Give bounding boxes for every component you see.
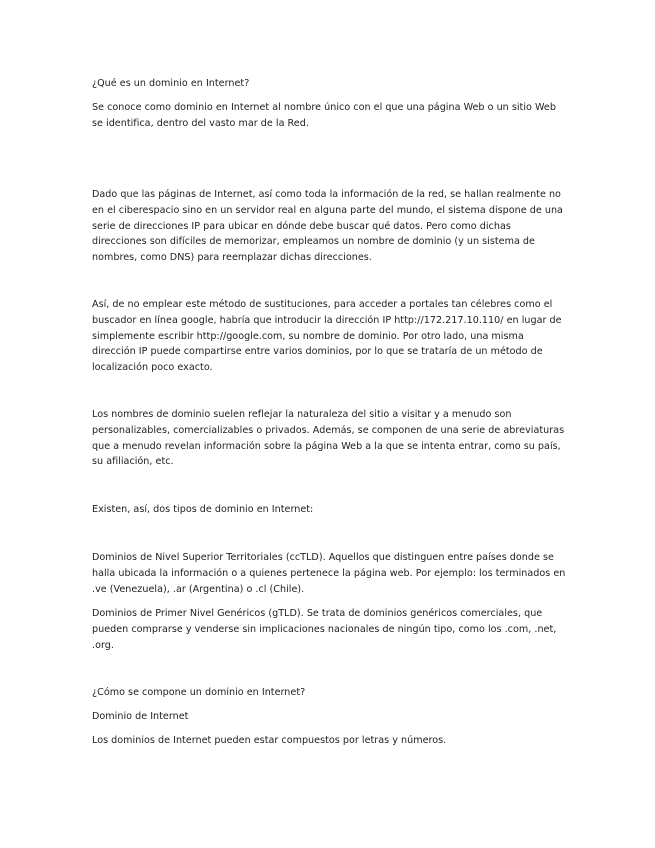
paragraph-letras-numeros: Los dominios de Internet pueden estar compuestos por letras y números.: [92, 735, 447, 746]
heading-dominio-de-internet: Dominio de Internet: [92, 711, 189, 722]
heading-como-se-compone: ¿Cómo se compone un dominio en Internet?: [92, 687, 306, 698]
paragraph-nombres-dominio: Los nombres de dominio suelen reflejar la naturaleza del sitio a visitar y a menudo son personalizables, comercializables o privados. Además, se componen de una serie de abreviaturas que a menudo revelan información sobre la página Web a la que se intenta entrar, como su país, su afiliación, etc.: [92, 409, 565, 468]
paragraph-direcciones-ip: Dado que las páginas de Internet, así como toda la información de la red, se hallan realmente no en el ciberespacio sino en un servidor real en alguna parte del mundo, el sistema dispone de una serie de direcciones IP para ubicar en dónde debe buscar qué datos. Pero como dichas direcciones son difíciles de memorizar, empleamos un nombre de dominio (y un sistema de nombres, como DNS) para reemplazar dichas direcciones.: [92, 189, 563, 264]
paragraph-tipos-dominio: Existen, así, dos tipos de dominio en Internet:: [92, 504, 314, 515]
heading-que-es-dominio: ¿Qué es un dominio en Internet?: [92, 78, 250, 89]
paragraph-metodo-sustitucion: Así, de no emplear este método de sustituciones, para acceder a portales tan célebres como el buscador en línea google, habría que introducir la dirección IP http://172.217.10.110/ en lugar de simplemente escribir http://google.com, su nombre de dominio. Por otro lado, una misma dirección IP puede compartirse entre varios dominios, por lo que se trataría de un método de localización poco exacto.: [92, 299, 562, 374]
paragraph-gtld: Dominios de Primer Nivel Genéricos (gTLD). Se trata de dominios genéricos comerciales, que pueden comprarse y venderse sin implicaciones nacionales de ningún tipo, como los .com, .net, .org.: [92, 608, 557, 651]
paragraph-definicion: Se conoce como dominio en Internet al nombre único con el que una página Web o un sitio Web se identifica, dentro del vasto mar de la Red.: [92, 102, 556, 129]
paragraph-cctld: Dominios de Nivel Superior Territoriales (ccTLD). Aquellos que distinguen entre países donde se halla ubicada la información o a quienes pertenece la página web. Por ejemplo: los terminados en .ve (Venezuela), .ar (Argentina) o .cl (Chile).: [92, 552, 566, 595]
